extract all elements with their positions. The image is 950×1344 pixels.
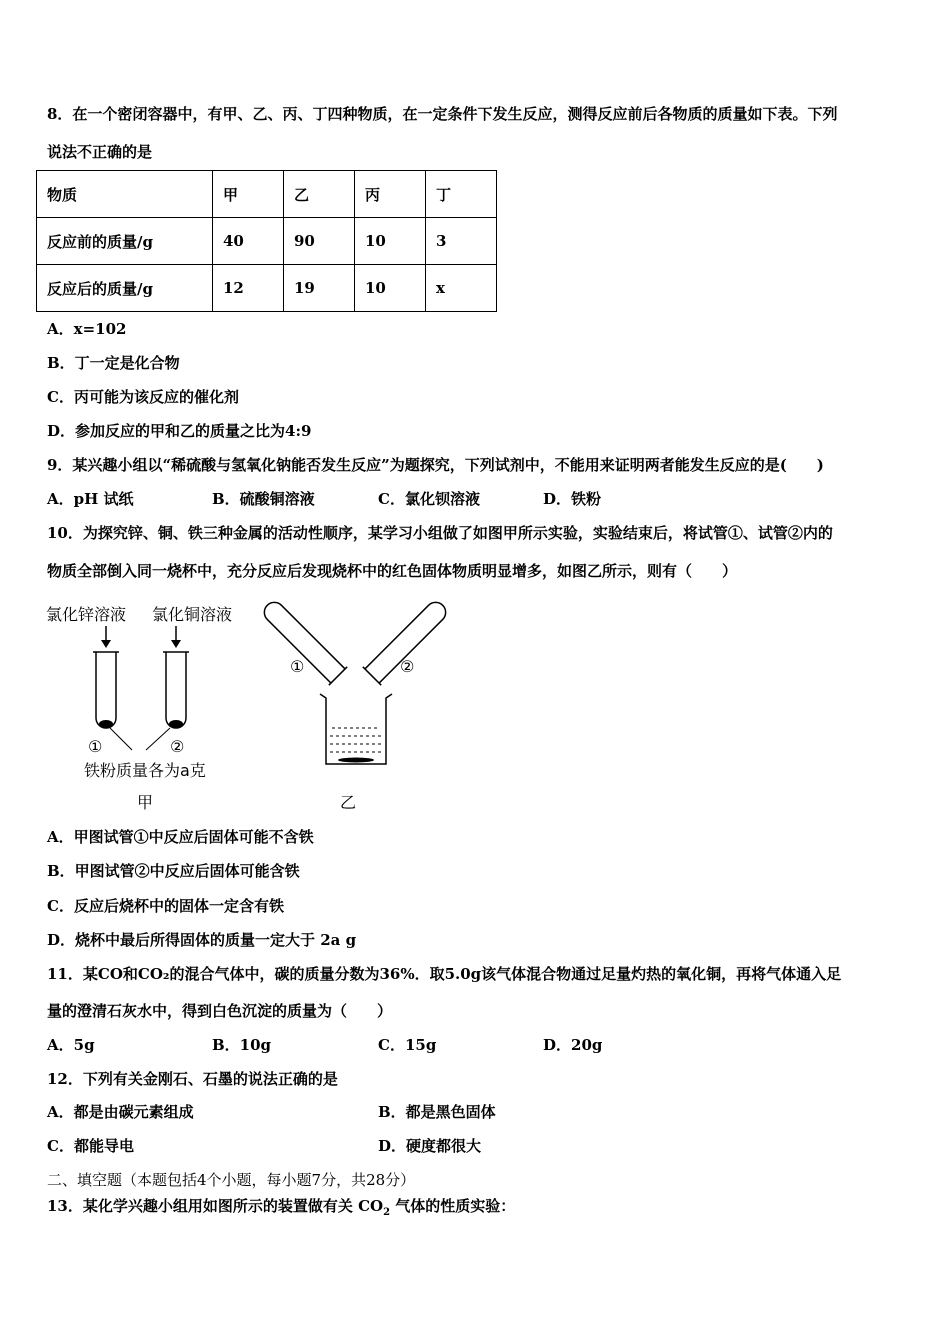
table-cell: 10 — [355, 218, 426, 265]
q10-option-a: A．甲图试管①中反应后固体可能不含铁 — [47, 828, 314, 846]
q10-option-d: D．烧杯中最后所得固体的质量一定大于 2a g — [47, 931, 357, 949]
q11-option-d: D．20g — [543, 1036, 603, 1054]
q12-option-d: D．硬度都很大 — [378, 1137, 482, 1155]
q11-option-a: A．5g — [47, 1036, 95, 1054]
q8-option-c: C．丙可能为该反应的催化剂 — [47, 388, 239, 406]
table-cell: 12 — [213, 265, 284, 312]
table-row — [37, 218, 497, 265]
table-cell: 丁 — [426, 171, 497, 218]
q10-stem-line2: 物质全部倒入同一烧杯中，充分反应后发现烧杯中的红色固体物质明显增多，如图乙所示，则有（ ） — [47, 562, 738, 580]
label-zinc-chloride: 氯化锌溶液 — [46, 605, 127, 624]
table-cell: 丙 — [355, 171, 426, 218]
q10-option-c: C．反应后烧杯中的固体一定含有铁 — [47, 897, 284, 915]
iron-mass-note: 铁粉质量各为a克 — [84, 761, 206, 780]
q10-stem-line1: 10．为探究锌、铜、铁三种金属的活动性顺序，某学习小组做了如图甲所示实验，实验结束后，将试管①、试管②内的 — [47, 524, 833, 542]
pour-tube2-label: ② — [400, 657, 415, 676]
label-copper-chloride: 氯化铜溶液 — [152, 605, 233, 624]
test-tube-icon — [93, 652, 119, 728]
q9-option-d: D．铁粉 — [543, 490, 602, 508]
pour-tube1-label: ① — [290, 657, 305, 676]
q9-stem: 9．某兴趣小组以“稀硫酸与氢氧化钠能否发生反应”为题探究，下列试剂中，不能用来证明两者能发生反应的是( ) — [47, 456, 824, 474]
q13-subscript: 2 — [383, 1207, 391, 1218]
table-cell: 40 — [213, 218, 284, 265]
q10-option-b: B．甲图试管②中反应后固体可能含铁 — [47, 862, 300, 880]
q9-option-a: A．pH 试纸 — [47, 490, 134, 508]
q12-option-b: B．都是黑色固体 — [378, 1103, 496, 1121]
q11-stem-line1: 11．某CO和CO₂的混合气体中，碳的质量分数为36%．取5.0g该气体混合物通过足量灼热的氧化铜，再将气体通入足 — [47, 965, 842, 983]
q11-option-b: B．10g — [212, 1036, 272, 1054]
q13-stem-post: 气体的性质实验： — [390, 1197, 516, 1215]
test-tube-icon — [163, 652, 189, 728]
q11-stem-line2: 量的澄清石灰水中，得到白色沉淀的质量为（ ） — [47, 1002, 393, 1020]
table-cell: 反应后的质量/g — [37, 265, 213, 312]
tube2-label: ② — [170, 737, 185, 756]
arrow-icon — [101, 626, 111, 648]
table-cell: 物质 — [37, 171, 213, 218]
tube1-label: ① — [88, 737, 103, 756]
q12-option-a: A．都是由碳元素组成 — [47, 1103, 194, 1121]
table-cell: 19 — [284, 265, 355, 312]
q12-option-c: C．都能导电 — [47, 1137, 134, 1155]
experiment-figure — [40, 588, 480, 818]
table-cell: 3 — [426, 218, 497, 265]
table-header-row — [37, 171, 497, 218]
q9-option-c: C．氯化钡溶液 — [378, 490, 480, 508]
table-row — [37, 265, 497, 312]
q8-option-d: D．参加反应的甲和乙的质量之比为4:9 — [47, 422, 312, 440]
table-cell: 乙 — [284, 171, 355, 218]
table-cell: 90 — [284, 218, 355, 265]
q12-stem: 12．下列有关金刚石、石墨的说法正确的是 — [47, 1070, 338, 1088]
table-cell: x — [426, 265, 497, 312]
beaker-icon — [320, 694, 392, 764]
table-cell: 反应前的质量/g — [37, 218, 213, 265]
q8-stem-line2: 说法不正确的是 — [47, 143, 153, 161]
q13-stem — [47, 1195, 515, 1218]
q8-option-a: A．x=102 — [47, 320, 127, 338]
arrow-icon — [171, 626, 181, 648]
caption-jia: 甲 — [137, 793, 154, 812]
table-cell: 甲 — [213, 171, 284, 218]
q13-stem-pre: 13．某化学兴趣小组用如图所示的装置做有关 CO — [47, 1197, 384, 1215]
section-title: 二、填空题（本题包括4个小题，每小题7分，共28分） — [47, 1171, 416, 1189]
caption-yi: 乙 — [340, 793, 357, 812]
q9-option-b: B．硫酸铜溶液 — [212, 490, 315, 508]
q8-option-b: B．丁一定是化合物 — [47, 354, 180, 372]
mass-table — [36, 170, 497, 312]
q11-option-c: C．15g — [378, 1036, 437, 1054]
q8-stem-line1: 8．在一个密闭容器中，有甲、乙、丙、丁四种物质，在一定条件下发生反应，测得反应前后各物质的质量如下表。下列 — [47, 105, 838, 123]
table-cell: 10 — [355, 265, 426, 312]
